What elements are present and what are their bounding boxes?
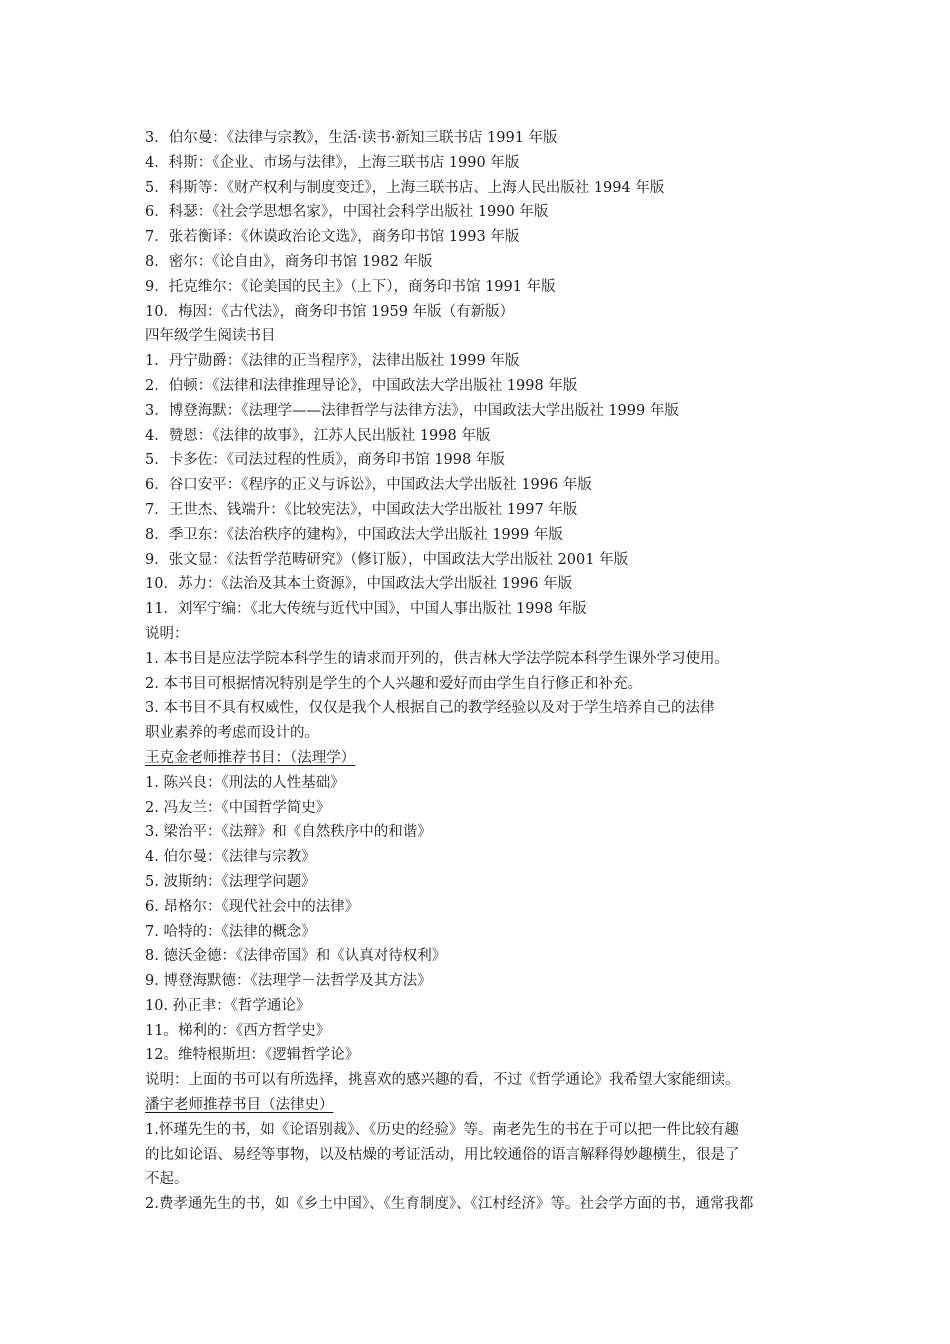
text-line: 10．梅因：《古代法》，商务印书馆 1959 年版（有新版） bbox=[145, 303, 515, 320]
section-heading: 四年级学生阅读书目 bbox=[145, 328, 276, 345]
section-heading-underlined: 潘宇老师推荐书目（法律史） bbox=[145, 1097, 334, 1114]
text-line: 3. 梁治平：《法辩》和《自然秩序中的和谐》 bbox=[145, 824, 432, 841]
text-line: 3. 本书目不具有权威性，仅仅是我个人根据自己的教学经验以及对于学生培养自己的法律 bbox=[145, 700, 715, 717]
text-line: 11．刘军宁编：《北大传统与近代中国》，中国人事出版社 1998 年版 bbox=[145, 601, 587, 618]
text-line: 11。梯利的：《西方哲学史》 bbox=[145, 1022, 331, 1039]
text-line: 职业素养的考虑而设计的。 bbox=[145, 725, 319, 742]
text-line: 5．卡多佐：《司法过程的性质》，商务印书馆 1998 年版 bbox=[145, 452, 505, 469]
text-line: 1．丹宁勋爵：《法律的正当程序》，法律出版社 1999 年版 bbox=[145, 353, 520, 370]
text-line: 5．科斯等：《财产权利与制度变迁》，上海三联书店、上海人民出版社 1994 年版 bbox=[145, 179, 665, 196]
text-line: 8．密尔：《论自由》，商务印书馆 1982 年版 bbox=[145, 253, 433, 270]
text-line: 3．博登海默：《法理学——法律哲学与法律方法》，中国政法大学出版社 1999 年版 bbox=[145, 402, 679, 419]
text-line: 4. 伯尔曼：《法律与宗教》 bbox=[145, 849, 316, 866]
text-line: 6．科瑟：《社会学思想名家》，中国社会科学出版社 1990 年版 bbox=[145, 204, 549, 221]
text-line: 3．伯尔曼：《法律与宗教》，生活·读书·新知三联书店 1991 年版 bbox=[145, 130, 558, 146]
text-line: 8. 德沃金德：《法律帝国》和《认真对待权利》 bbox=[145, 948, 447, 965]
text-line: 6. 昂格尔：《现代社会中的法律》 bbox=[145, 898, 360, 915]
text-line: 4．赞恩：《法律的故事》，江苏人民出版社 1998 年版 bbox=[145, 427, 491, 444]
text-line: 9. 博登海默德：《法理学－法哲学及其方法》 bbox=[145, 973, 432, 990]
text-line: 10. 孙正聿：《哲学通论》 bbox=[145, 997, 311, 1014]
text-line: 9．托克维尔：《论美国的民主》（上下），商务印书馆 1991 年版 bbox=[145, 278, 556, 295]
text-line: 5. 波斯纳：《法理学问题》 bbox=[145, 873, 316, 890]
section-heading: 说明： bbox=[145, 625, 189, 642]
text-line: 8．季卫东：《法治秩序的建构》，中国政法大学出版社 1999 年版 bbox=[145, 526, 563, 543]
text-line: 2.费孝通先生的书，如《乡土中国》、《生育制度》、《江村经济》等。社会学方面的书，通常我都 bbox=[145, 1196, 754, 1213]
text-line: 不起。 bbox=[145, 1171, 189, 1188]
text-line: 7．张若衡译：《休谟政治论文选》，商务印书馆 1993 年版 bbox=[145, 229, 520, 246]
text-line: 2. 本书目可根据情况特别是学生的个人兴趣和爱好而由学生自行修正和补充。 bbox=[145, 675, 642, 692]
text-line: 2．伯顿：《法律和法律推理导论》，中国政法大学出版社 1998 年版 bbox=[145, 377, 578, 394]
text-line: 12。维特根斯坦：《逻辑哲学论》 bbox=[145, 1047, 360, 1064]
document-page bbox=[145, 126, 835, 1217]
text-line: 4．科斯：《企业、市场与法律》，上海三联书店 1990 年版 bbox=[145, 154, 520, 171]
text-line: 1.怀瑾先生的书，如《论语别裁》、《历史的经验》等。南老先生的书在于可以把一件比较有趣 bbox=[145, 1121, 739, 1138]
text-line: 1. 本书目是应法学院本科学生的请求而开列的，供吉林大学法学院本科学生课外学习使用。 bbox=[145, 650, 729, 667]
text-line: 6．谷口安平：《程序的正义与诉讼》，中国政法大学出版社 1996 年版 bbox=[145, 477, 592, 494]
text-line: 2. 冯友兰：《中国哲学简史》 bbox=[145, 799, 331, 816]
text-line: 1. 陈兴良：《刑法的人性基础》 bbox=[145, 774, 345, 791]
text-line: 的比如论语、易经等事物，以及枯燥的考证活动，用比较通俗的语言解释得妙趣横生，很是了 bbox=[145, 1146, 740, 1163]
section-heading-underlined: 王克金老师推荐书目：（法理学） bbox=[145, 749, 356, 766]
text-line: 7. 哈特的：《法律的概念》 bbox=[145, 923, 316, 940]
text-line: 说明：上面的书可以有所选择，挑喜欢的感兴趣的看，不过《哲学通论》我希望大家能细读。 bbox=[145, 1072, 740, 1089]
text-line: 9．张文显：《法哲学范畴研究》（修订版），中国政法大学出版社 2001 年版 bbox=[145, 551, 629, 568]
text-line: 10．苏力：《法治及其本土资源》，中国政法大学出版社 1996 年版 bbox=[145, 576, 573, 593]
text-line: 7．王世杰、钱端升：《比较宪法》，中国政法大学出版社 1997 年版 bbox=[145, 501, 578, 518]
